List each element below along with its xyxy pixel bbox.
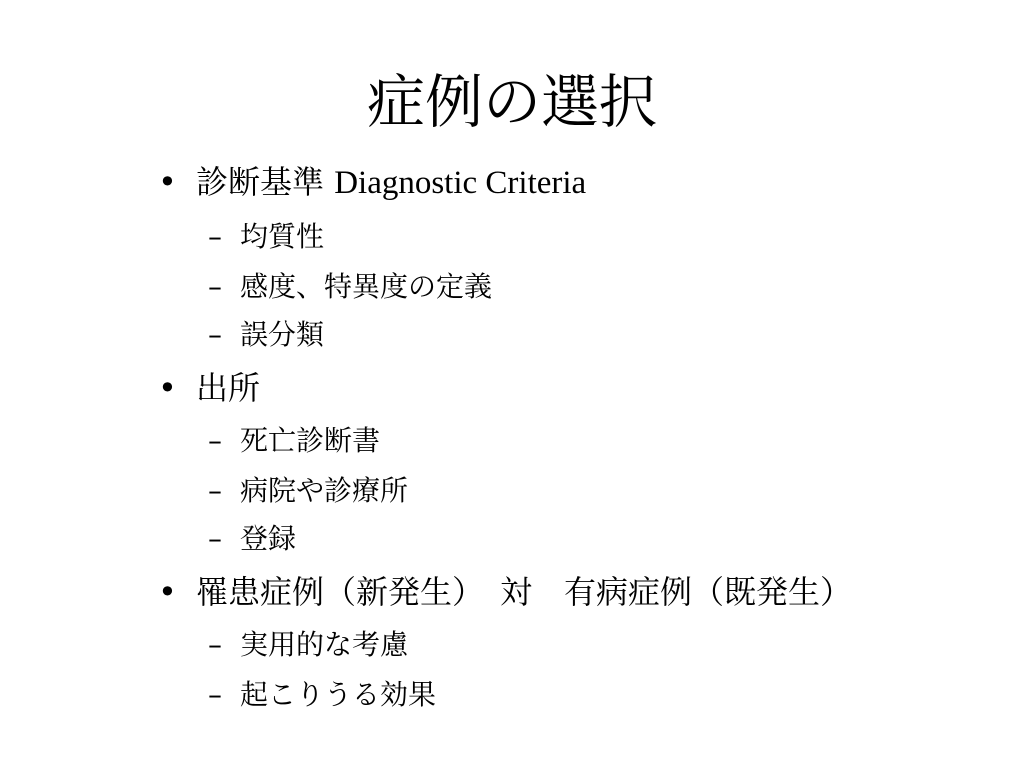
sub-item-text: 登録 (240, 522, 297, 555)
sub-item-text: 実用的な考慮 (240, 628, 409, 661)
bullet-text-ja: 罹患症例（新発生） 対 有病症例（既発生） (196, 573, 853, 611)
bullet-text-ja: 出所 (196, 369, 261, 407)
dash-mark: – (208, 220, 222, 253)
sub-item (208, 422, 380, 460)
dash-mark: – (208, 270, 222, 303)
sub-item-text: 感度、特異度の定義 (240, 270, 493, 303)
sub-item (208, 626, 408, 664)
dash-mark: – (208, 474, 222, 507)
sub-item (208, 268, 492, 306)
sub-item (208, 472, 408, 510)
bullet-diagnostic-criteria (158, 160, 586, 205)
sub-item (208, 676, 436, 714)
sub-item-text: 均質性 (240, 220, 325, 253)
sub-item (208, 520, 296, 558)
dash-mark: – (208, 522, 222, 555)
bullet-text-en: Diagnostic Criteria (334, 165, 587, 201)
bullet-text-ja: 診断基準 (196, 163, 325, 201)
bullet-mark: • (158, 163, 177, 201)
sub-item-text: 病院や診療所 (240, 474, 409, 507)
slide-title: 症例の選択 (366, 68, 657, 136)
sub-item-text: 死亡診断書 (240, 424, 381, 457)
dash-mark: – (208, 318, 222, 351)
bullet-source (158, 366, 260, 410)
bullet-mark: • (158, 369, 177, 407)
dash-mark: – (208, 678, 222, 711)
sub-item-text: 起こりうる効果 (240, 678, 437, 711)
bullet-mark: • (158, 573, 177, 611)
bullet-incidence-vs-prevalence (158, 570, 852, 614)
sub-item (208, 316, 324, 354)
dash-mark: – (208, 628, 222, 661)
sub-item (208, 218, 324, 256)
dash-mark: – (208, 424, 222, 457)
sub-item-text: 誤分類 (240, 318, 325, 351)
